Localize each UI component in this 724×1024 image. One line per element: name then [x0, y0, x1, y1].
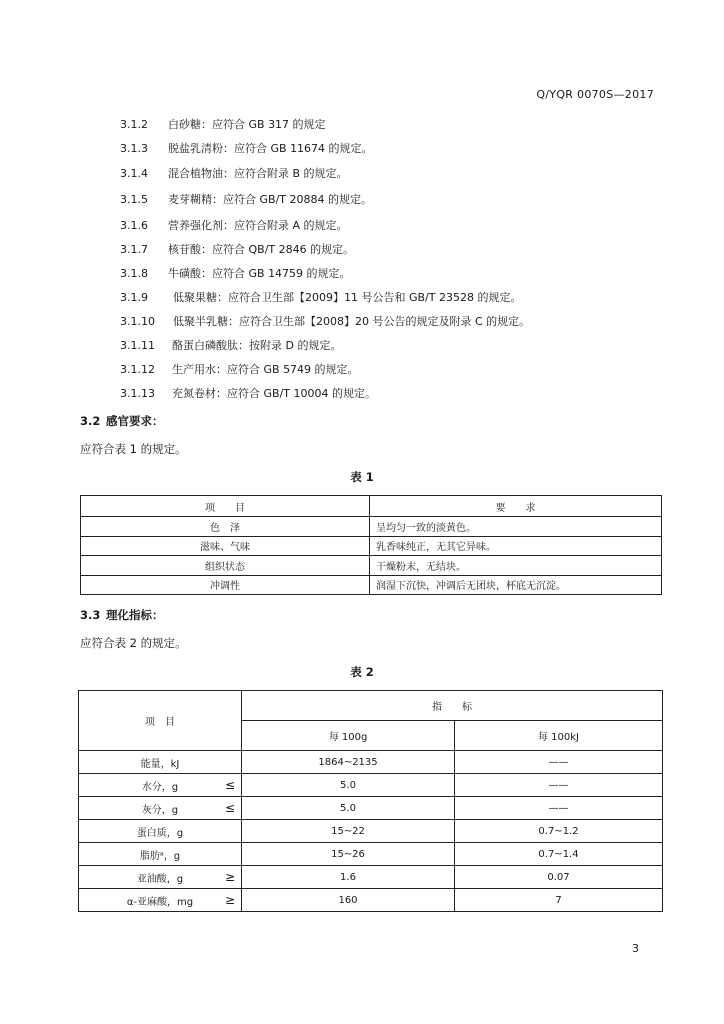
row-requirement: 呈均匀一致的淡黄色。	[370, 517, 662, 537]
row-item: 冲调性	[81, 575, 370, 595]
section-heading-sensory	[80, 413, 164, 429]
row-item-label: 亚油酸，g	[136, 873, 184, 885]
row-per-100g: 15~26	[242, 843, 455, 866]
row-requirement: 干燥粉末，无结块。	[370, 556, 662, 576]
clause-3-1-12	[120, 361, 359, 377]
clause-number: 3.1.6	[120, 219, 148, 232]
row-item: 组织状态	[81, 556, 370, 576]
section-heading-physchem	[80, 607, 164, 623]
row-per-100kj: ——	[455, 797, 663, 820]
table-row	[81, 556, 662, 576]
clause-text: 充氮卷材：应符合 GB/T 10004 的规定。	[172, 387, 376, 400]
table-row	[79, 866, 663, 889]
sensory-table	[80, 495, 662, 595]
limit-symbol: ≤	[224, 801, 235, 815]
clause-number: 3.1.8	[120, 267, 148, 280]
table-row	[79, 843, 663, 866]
clause-text: 低聚果糖：应符合卫生部【2009】11 号公告和 GB/T 23528 的规定。	[173, 291, 522, 304]
table-row	[79, 774, 663, 797]
clause-number: 3.1.2	[120, 118, 148, 131]
row-item	[79, 866, 242, 889]
limit-symbol: ≤	[224, 778, 235, 792]
clause-3-1-2	[120, 116, 326, 132]
table-header-row	[79, 691, 663, 721]
section-number: 3.3	[80, 608, 101, 622]
physchem-table	[78, 690, 663, 912]
clause-3-1-3	[120, 140, 373, 156]
row-requirement: 乳香味纯正，无其它异味。	[370, 536, 662, 556]
row-item-label: 灰分，g	[141, 804, 179, 816]
clause-3-1-8	[120, 265, 351, 281]
row-per-100kj: 0.7~1.4	[455, 843, 663, 866]
row-item-label: 脂肪ᵃ，g	[139, 850, 181, 862]
section-number: 3.2	[80, 414, 101, 428]
sensory-intro: 应符合表 1 的规定。	[80, 442, 187, 456]
row-item	[79, 797, 242, 820]
row-per-100g: 5.0	[242, 797, 455, 820]
limit-symbol: ≥	[224, 893, 235, 907]
clause-text: 核苷酸：应符合 QB/T 2846 的规定。	[168, 243, 355, 256]
clause-3-1-13	[120, 385, 376, 401]
clause-number: 3.1.10	[120, 315, 155, 328]
clause-3-1-11	[120, 337, 341, 353]
row-per-100g: 1.6	[242, 866, 455, 889]
row-per-100kj: ——	[455, 751, 663, 774]
clause-number: 3.1.5	[120, 193, 148, 206]
section-title: 理化指标：	[106, 608, 164, 622]
clause-text: 营养强化剂：应符合附录 A 的规定。	[168, 219, 348, 232]
row-item	[79, 774, 242, 797]
row-per-100g: 1864~2135	[242, 751, 455, 774]
row-per-100g: 160	[242, 889, 455, 912]
clause-text: 脱盐乳清粉：应符合 GB 11674 的规定。	[168, 142, 373, 155]
header-index: 指 标	[242, 691, 663, 721]
table-row	[79, 751, 663, 774]
limit-symbol: ≥	[224, 870, 235, 884]
header-item: 项 目	[79, 691, 242, 751]
physchem-intro: 应符合表 2 的规定。	[80, 636, 187, 650]
table-row	[81, 536, 662, 556]
row-per-100g: 5.0	[242, 774, 455, 797]
clause-text: 麦芽糊精：应符合 GB/T 20884 的规定。	[168, 193, 372, 206]
table-header-row	[81, 496, 662, 517]
page-number: 3	[632, 942, 639, 955]
row-requirement: 润湿下沉快，冲调后无团块，杯底无沉淀。	[370, 575, 662, 595]
clause-number: 3.1.11	[120, 339, 155, 352]
row-per-100kj: 0.7~1.2	[455, 820, 663, 843]
row-per-100kj: 7	[455, 889, 663, 912]
clause-3-1-10	[120, 313, 530, 329]
row-per-100kj: ——	[455, 774, 663, 797]
clause-text: 牛磺酸：应符合 GB 14759 的规定。	[168, 267, 351, 280]
header-requirement: 要 求	[370, 496, 662, 517]
standard-code: Q/YQR 0070S—2017	[536, 88, 654, 101]
row-item-label: 能量，kJ	[140, 758, 180, 770]
table-row	[81, 575, 662, 595]
clause-number: 3.1.13	[120, 387, 155, 400]
table-row	[79, 820, 663, 843]
section-title: 感官要求：	[106, 414, 164, 428]
row-item	[79, 751, 242, 774]
header-per-100g: 每 100g	[242, 721, 455, 751]
row-item-label: α-亚麻酸，mg	[126, 896, 194, 908]
table-row	[79, 797, 663, 820]
clause-3-1-7	[120, 241, 354, 257]
table-2-caption: 表 2	[350, 665, 374, 679]
clause-text: 生产用水：应符合 GB 5749 的规定。	[172, 363, 359, 376]
clause-number: 3.1.12	[120, 363, 155, 376]
table-1-caption: 表 1	[350, 470, 374, 484]
clause-3-1-6	[120, 217, 348, 233]
clause-text: 混合植物油：应符合附录 B 的规定。	[168, 167, 348, 180]
clause-number: 3.1.9	[120, 291, 148, 304]
clause-3-1-4	[120, 165, 348, 181]
row-item: 色 泽	[81, 517, 370, 537]
row-item-label: 蛋白质，g	[136, 827, 184, 839]
row-item	[79, 843, 242, 866]
clause-text: 酪蛋白磷酸肽：按附录 D 的规定。	[172, 339, 342, 352]
header-item: 项 目	[81, 496, 370, 517]
row-per-100kj: 0.07	[455, 866, 663, 889]
clause-3-1-9	[120, 289, 521, 305]
row-item	[79, 820, 242, 843]
clause-3-1-5	[120, 191, 372, 207]
row-item: 滋味、气味	[81, 536, 370, 556]
clause-number: 3.1.7	[120, 243, 148, 256]
header-per-100kj: 每 100kJ	[455, 721, 663, 751]
clause-text: 低聚半乳糖：应符合卫生部【2008】20 号公告的规定及附录 C 的规定。	[173, 315, 531, 328]
clause-number: 3.1.4	[120, 167, 148, 180]
clause-text: 白砂糖：应符合 GB 317 的规定	[168, 118, 326, 131]
clause-number: 3.1.3	[120, 142, 148, 155]
row-item	[79, 889, 242, 912]
table-row	[79, 889, 663, 912]
row-item-label: 水分，g	[141, 781, 179, 793]
table-row	[81, 517, 662, 537]
row-per-100g: 15~22	[242, 820, 455, 843]
